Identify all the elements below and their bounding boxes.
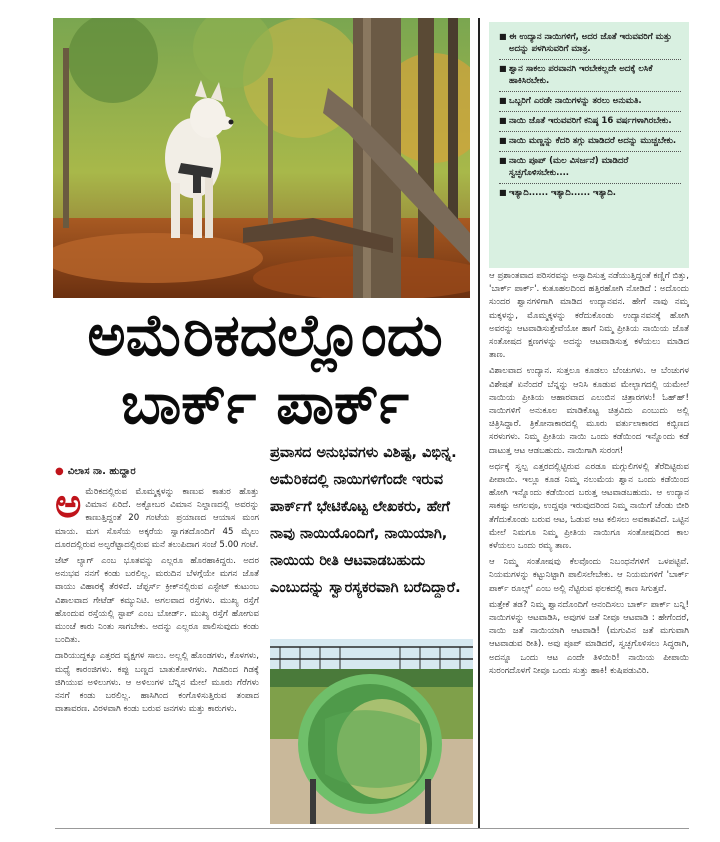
- column-divider: [478, 18, 480, 828]
- rule-text: ನಾಯಿ ಪೂಪ್ (ಮಲ ವಿಸರ್ಜನೆ) ಮಾಡಿದರೆ ಸ್ವಚ್ಛಗೊಳಿಸಬೇಕು....: [509, 156, 629, 178]
- article-paragraph: ದಾರಿಯುದ್ದಕ್ಕೂ ಎತ್ತರದ ವೃಕ್ಷಗಳ ಸಾಲು. ಅಲ್ಲಲ್ಲಿ ಹೊಂಡಗಳು, ಕೊಳಗಳು, ಮಧ್ಯೆ ಕಾರಂಜಿಗಳು. ಕಪ್ಪು ಬಣ್ಣದ ಬಾತುಕೋಳಿಗಳು. ಗಿಡದಿಂದ ಗಿಡಕ್ಕೆ ಜಿಗಿಯುವ ಅಳಿಲುಗಳು. ಆ ಅಳಿಲುಗಳ ಬೆನ್ನಿನ ಮೇಲೆ ಮೂರು ಗೆರೆಗಳು ನನಗೆ ಕಂಡು ಬರಲಿಲ್ಲ. ಹಾಸಿಗಿಂದ ಕಂಗೊಳಿಸುತ್ತಿರುವ ತಂಪಾದ ವಾತಾವರಣ. ವಿರಳವಾಗಿ ಕಂಡು ಬರುವ ಜನಗಳು ಮತ್ತು ಕಾರುಗಳು.: [55, 651, 259, 715]
- rule-text: ಈ ಉದ್ಯಾನ ನಾಯಿಗಳಿಗೆ, ಅದರ ಜೊತೆ ಇರುವವರಿಗೆ ಮತ್ತು ಅದನ್ನು ಪಳಗಿಸುವರಿಗೆ ಮಾತ್ರ.: [509, 32, 672, 54]
- park-rules-box: [489, 22, 689, 268]
- rule-text: ಇತ್ಯಾದಿ...... ಇತ್ಯಾದಿ...... ಇತ್ಯಾದಿ.: [509, 188, 616, 198]
- article-paragraph: ಆ ಪ್ರಶಾಂತವಾದ ಪರಿಸರವನ್ನು ಅಸ್ವಾದಿಸುತ್ತ ನಡೆಯುತ್ತಿದ್ದಂತೆ ಕಣ್ಣಿಗೆ ಬಿತ್ತು, 'ಬಾರ್ಕ್ ಪಾರ್ಕ್'. ಕುತೂಹಲದಿಂದ ಹತ್ತಿರಹೋಗಿ ನೋಡಿದೆ : ಅದೊಂದು ಸುಂದರ ಶ್ವಾನಗಳಿಗಾಗಿ ಮಾಡಿದ ಉದ್ಯಾನವನ. ಹೇಗೆ ನಾವು ನಮ್ಮ ಮಕ್ಕಳನ್ನು, ಮೊಮ್ಮಕ್ಕಳನ್ನು ಕರೆದುಕೊಂಡು ಉದ್ಯಾನವನಕ್ಕೆ ಹೋಗಿ ಅವರನ್ನು ಆಟವಾಡಿಸುತ್ತೇವೆಯೋ ಹಾಗೆ ನಿಮ್ಮ ಪ್ರೀತಿಯ ನಾಯಿಯ ಜೊತೆ ಸಂತೋಷದ ಕ್ಷಣಗಳನ್ನು ಅದನ್ನು ಆಟವಾಡಿಸುತ್ತ ಕಳೆಯಲು ಮಾಡಿದ ತಾಣ.: [489, 271, 689, 361]
- bullet-icon: ■: [499, 188, 507, 197]
- pull-quote: ಪ್ರವಾಸದ ಅನುಭವಗಳು ವಿಶಿಷ್ಟ, ವಿಭಿನ್ನ. ಅಮೆರಿಕದಲ್ಲಿ ನಾಯಿಗಳಿಗೆಂದೇ ಇರುವ ಪಾರ್ಕ್‌ಗೆ ಭೇಟಿಕೊಟ್ಟ ಲೇಖಕರು, ಹೇಗೆ ನಾವು ನಾಯಿಯೊಂದಿಗೆ, ನಾಯಿಯಾಗಿ, ನಾಯಿಯ ರೀತಿ ಆಟವಾಡಬಹುದು ಎಂಬುದನ್ನು ಸ್ವಾರಸ್ಯಕರವಾಗಿ ಬರೆದಿದ್ದಾರೆ.: [270, 445, 461, 596]
- headline-line-2: ಬಾರ್ಕ್ ಪಾರ್ಕ್: [121, 369, 409, 437]
- article-paragraph: ಮತ್ತೇಕೆ ತಡ? ನಿಮ್ಮ ಶ್ವಾನದೊಂದಿಗೆ ಆನಂದಿಸಲು ಬಾರ್ಕ್ ಪಾರ್ಕ್ ಬನ್ನಿ! ನಾಯಿಗಳನ್ನು ಆಟವಾಡಿಸಿ, ಅವುಗಳ ಜತೆ ನೀವೂ ಆಟವಾಡಿ : ಹೇಗೆಂದರೆ, ನಾಯಿ ಜತೆ ನಾಯಿಯಾಗಿ ಆಟವಾಡಿ! (ಮಗುವಿನ ಜತೆ ಮಗುವಾಗಿ ಆಟವಾಡುವ ರೀತಿ). ಅವು ಪೂಪ್ ಮಾಡಿದರೆ, ಸ್ವಚ್ಛಗೊಳಿಸಲು ಸಿದ್ಧರಾಗಿ, ಅದನ್ನೂ ಒಂದು ಆಟ ಎಂದೇ ತಿಳಿಯಿರಿ! ನಾಯಿಯ ಪೀಪಾಯಿ ಸುರಂಗದೊಳಗೆ ನೀವೂ ಒಂದು ಸುತ್ತು ಹಾಕಿ! ಕುಷಿಪಡುವಿರಿ.: [489, 599, 689, 676]
- dog-in-forest-photo: [53, 18, 470, 298]
- bullet-icon: ●: [55, 466, 64, 477]
- rule-item: [499, 152, 681, 184]
- rule-text: ನಾಯಿ ಜೊತೆ ಇರುವವರಿಗೆ ಕನಿಷ್ಠ 16 ವರ್ಷಗಳಾಗಿರಬೇಕು.: [509, 116, 672, 126]
- article-paragraph: ಆ ನಿಮ್ಮ ಸಂತೋಷವು ಕೆಲವೊಂದು ನಿಬಂಧನೆಗಳಿಗೆ ಒಳಪಟ್ಟಿವೆ. ನಿಯಮಗಳನ್ನು ಕಟ್ಟುನಿಟ್ಟಾಗಿ ಪಾಲಿಸಲೇಬೇಕು. ಆ ನಿಯಮಗಳಿಗೆ 'ಬಾರ್ಕ್ ಪಾರ್ಕ್ ರೂಲ್ಸ್' ಎಂಬ ಅಲ್ಲಿ ನೆಟ್ಟಿರುವ ಫಲಕದಲ್ಲಿ ಕಾಣ ಸಿಗುತ್ತವೆ.: [489, 557, 689, 594]
- bullet-icon: ■: [499, 32, 507, 41]
- rule-item: [499, 60, 681, 92]
- dropcap: ಅ: [55, 486, 82, 527]
- tunnel-photo-illustration: [270, 639, 473, 824]
- article-paragraph: ಅರ್ಧಕ್ಕೆ ಸ್ವಲ್ಪ ಎತ್ತರದಲ್ಲಿಟ್ಟಿರುವ ಎರಡೂ ಮಗ್ಗುಲಿಗಳಲ್ಲಿ ತೆರೆದಿಟ್ಟಿರುವ ಪೀಪಾಯಿ. ಇಲ್ಲೂ ಕೂಡ ನಿಮ್ಮ ನಲುಮೆಯ ಶ್ವಾನ ಒಂದು ಕಡೆಯಿಂದ ಹೋಗಿ ಇನ್ನೊಂದು ಕಡೆಯಿಂದ ಬರುತ್ತ ಆಟವಾಡಬಹುದು. ಆ ಉದ್ಯಾನ ಸಾಕಷ್ಟು ಅಗಲವೂ, ಉದ್ದವೂ ಇರುವುದರಿಂದ ನಿಮ್ಮ ನಾಯಿಗೆ ಚೆಂಡು ಬೀರಿ ತೆಗೆದುಕೊಂಡು ಬರುವ ಆಟ, ಓಡುವ ಆಟ ಕಲಿಸಲು ಅವಕಾಶವಿದೆ. ಒಟ್ಟಿನ ಮೇಲೆ ನಿಮಗೂ ನಿಮ್ಮ ಪ್ರೀತಿಯ ನಾಯಿಗೂ ಸಂತೋಷದಿಂದ ಕಾಲ ಕಳೆಯಲು ಒಂದು ರಮ್ಯ ತಾಣ.: [489, 461, 689, 552]
- bullet-icon: ■: [499, 136, 507, 145]
- rule-text: ಶ್ವಾನ ಸಾಕಲು ಪರವಾನಗಿ ಇರಬೇಕಲ್ಲದೇ ಅದಕ್ಕೆ ಲಸಿಕೆ ಹಾಕಿಸಿರಬೇಕು.: [509, 64, 653, 86]
- byline: [55, 466, 136, 477]
- dog-photo-illustration: [53, 18, 470, 298]
- bullet-icon: ■: [499, 64, 507, 73]
- bullet-icon: ■: [499, 116, 507, 125]
- rule-item: [499, 92, 681, 112]
- rule-text: ನಾಯಿ ಮಣ್ಣನ್ನು ಕೆದರಿ ತಗ್ಗು ಮಾಡಿದರೆ ಅದನ್ನು ಮುಚ್ಚಬೇಕು.: [509, 136, 677, 146]
- article-column-3: [489, 270, 689, 826]
- rule-item: [499, 132, 681, 152]
- article-column-1: [55, 486, 259, 824]
- rule-item: [499, 28, 681, 60]
- dog-tunnel-photo: [270, 639, 473, 824]
- paragraph-text: ಮೆರಿಕದಲ್ಲಿರುವ ಮೊಮ್ಮಕ್ಕಳನ್ನು ಕಾಣುವ ಕಾತುರ ಹೊತ್ತು ವಿಮಾನ ಏರಿದೆ. ಅಕ್ಟೋಬರ ವಿಮಾನ ನಿಲ್ದಾಣದಲ್ಲಿ ಅವರನ್ನು ಕಾಣುತ್ತಿದ್ದಂತೆ 20 ಗಂಟೆಯ ಪ್ರಯಾಣದ ಆಯಾಸ ಮಂಗ ಮಾಯ. ಮಗ ಸೊಸೆಯ ಅಕ್ಕರೆಯ ಸ್ವಾಗತದೊಂದಿಗೆ 45 ಮೈಲು ದೂರದಲ್ಲಿರುವ ಅಲ್ಫರೆಟ್ಟಾದಲ್ಲಿರುವ ಮನೆ ತಲುಪಿದಾಗ ಸಂಜೆ 5.00 ಗಂಟೆ.: [55, 487, 259, 550]
- article-paragraph: ಜೆಟ್ ಲ್ಯಾಗ್ ಎಂಬ ಭೂತವನ್ನು ಎಲ್ಲರೂ ಹೊರಹಾಕಿದ್ದರು. ಅದರ ಅನುಭವ ನನಗೆ ಕಂಡು ಬರಲಿಲ್ಲ. ಮರುದಿನ ಬೆಳಗ್ಗೆಯೇ ಮಗನ ಜೊತೆ ವಾಯು ವಿಹಾರಕ್ಕೆ ತೆರಳಿದೆ. ಜೆಫ್ಫರ್ಸ್ ಕ್ರೀಕ್‌ನಲ್ಲಿರುವ ಎಸ್ಟೇಟ್ ಕುಟುಂಬ ವಿಶಾಲವಾದ ಗೇಟೆಡ್ ಕಮ್ಯುನಿಟಿ. ಅಗಲವಾದ ರಸ್ತೆಗಳು. ಮುಖ್ಯ ರಸ್ತೆಗೆ ಹೊಂದುವ ರಸ್ತೆಯಲ್ಲಿ ಸ್ಟಾಪ್ ಎಂಬ ಬೋರ್ಡ್. ಮುಖ್ಯ ರಸ್ತೆಗೆ ಹೋಗುವ ಮುಂಚೆ ಕಾರು ನಿಂತು ಸಾಗಬೇಕು. ಅದನ್ನು ಎಲ್ಲರೂ ಪಾಲಿಸುವುದು ಕಂಡು ಬಂದಿತು.: [55, 556, 259, 646]
- rule-text: ಒಬ್ಬರಿಗೆ ಎರಡೇ ನಾಯಿಗಳನ್ನು ತರಲು ಅನುಮತಿ.: [509, 96, 642, 106]
- article-paragraph: ವಿಶಾಲವಾದ ಉದ್ಯಾನ. ಸುತ್ತಲೂ ಕೂಡಲು ಬೆಂಚುಗಳು. ಆ ಬೆಂಚುಗಳ ವಿಶೇಷತೆ ಏನೆಂದರೆ ಬೆನ್ನನ್ನು ಆನಿಸಿ ಕೂಡುವ ಮೇಲ್ಭಾಗದಲ್ಲಿ ಯಮೇಲೆ ನಾಯಿಯ ಪ್ರೀತಿಯ ಆಹಾರವಾದ ಎಲುಬಿನ ಚಿತ್ರಾರಗಳು! ಓಹ್‌ಹ್! ನಾಯಿಗಳಿಗೆ ಅನುಕೂಲ ಮಾಡಿಕೊಟ್ಟ ಚಿತ್ರವಿದು ಎಂಬುದು ಅಲ್ಲಿ ಚಿತ್ರಿಸಿದ್ದಾರೆ. ತ್ರಿಕೋನಾಕಾರದಲ್ಲಿ ಮೂರು ವರ್ತುಲಾಕಾರದ ಕಬ್ಬಿಣದ ಸರಳುಗಳು. ನಿಮ್ಮ ಪ್ರೀತಿಯ ನಾಯಿ ಒಂದು ಕಡೆಯಿಂದ ಇನ್ನೊಂದು ಕಡೆ ದಾಟುತ್ತ ಆಟ ಆಡಬಹುದು. ನಾಯಿಗಾಗಿ ಸುರಂಗ!: [489, 366, 689, 456]
- author-name: ವಿಲಾಸ ನಾ. ಹುದ್ದಾರ: [67, 466, 136, 477]
- article-paragraph: [55, 486, 259, 552]
- bullet-icon: ■: [499, 156, 507, 165]
- headline-line-1: ಅಮೆರಿಕದಲ್ಲೊಂದು: [87, 301, 443, 369]
- bottom-rule: [55, 828, 689, 829]
- rule-item: [499, 112, 681, 132]
- bullet-icon: ■: [499, 96, 507, 105]
- rule-item: [499, 184, 681, 203]
